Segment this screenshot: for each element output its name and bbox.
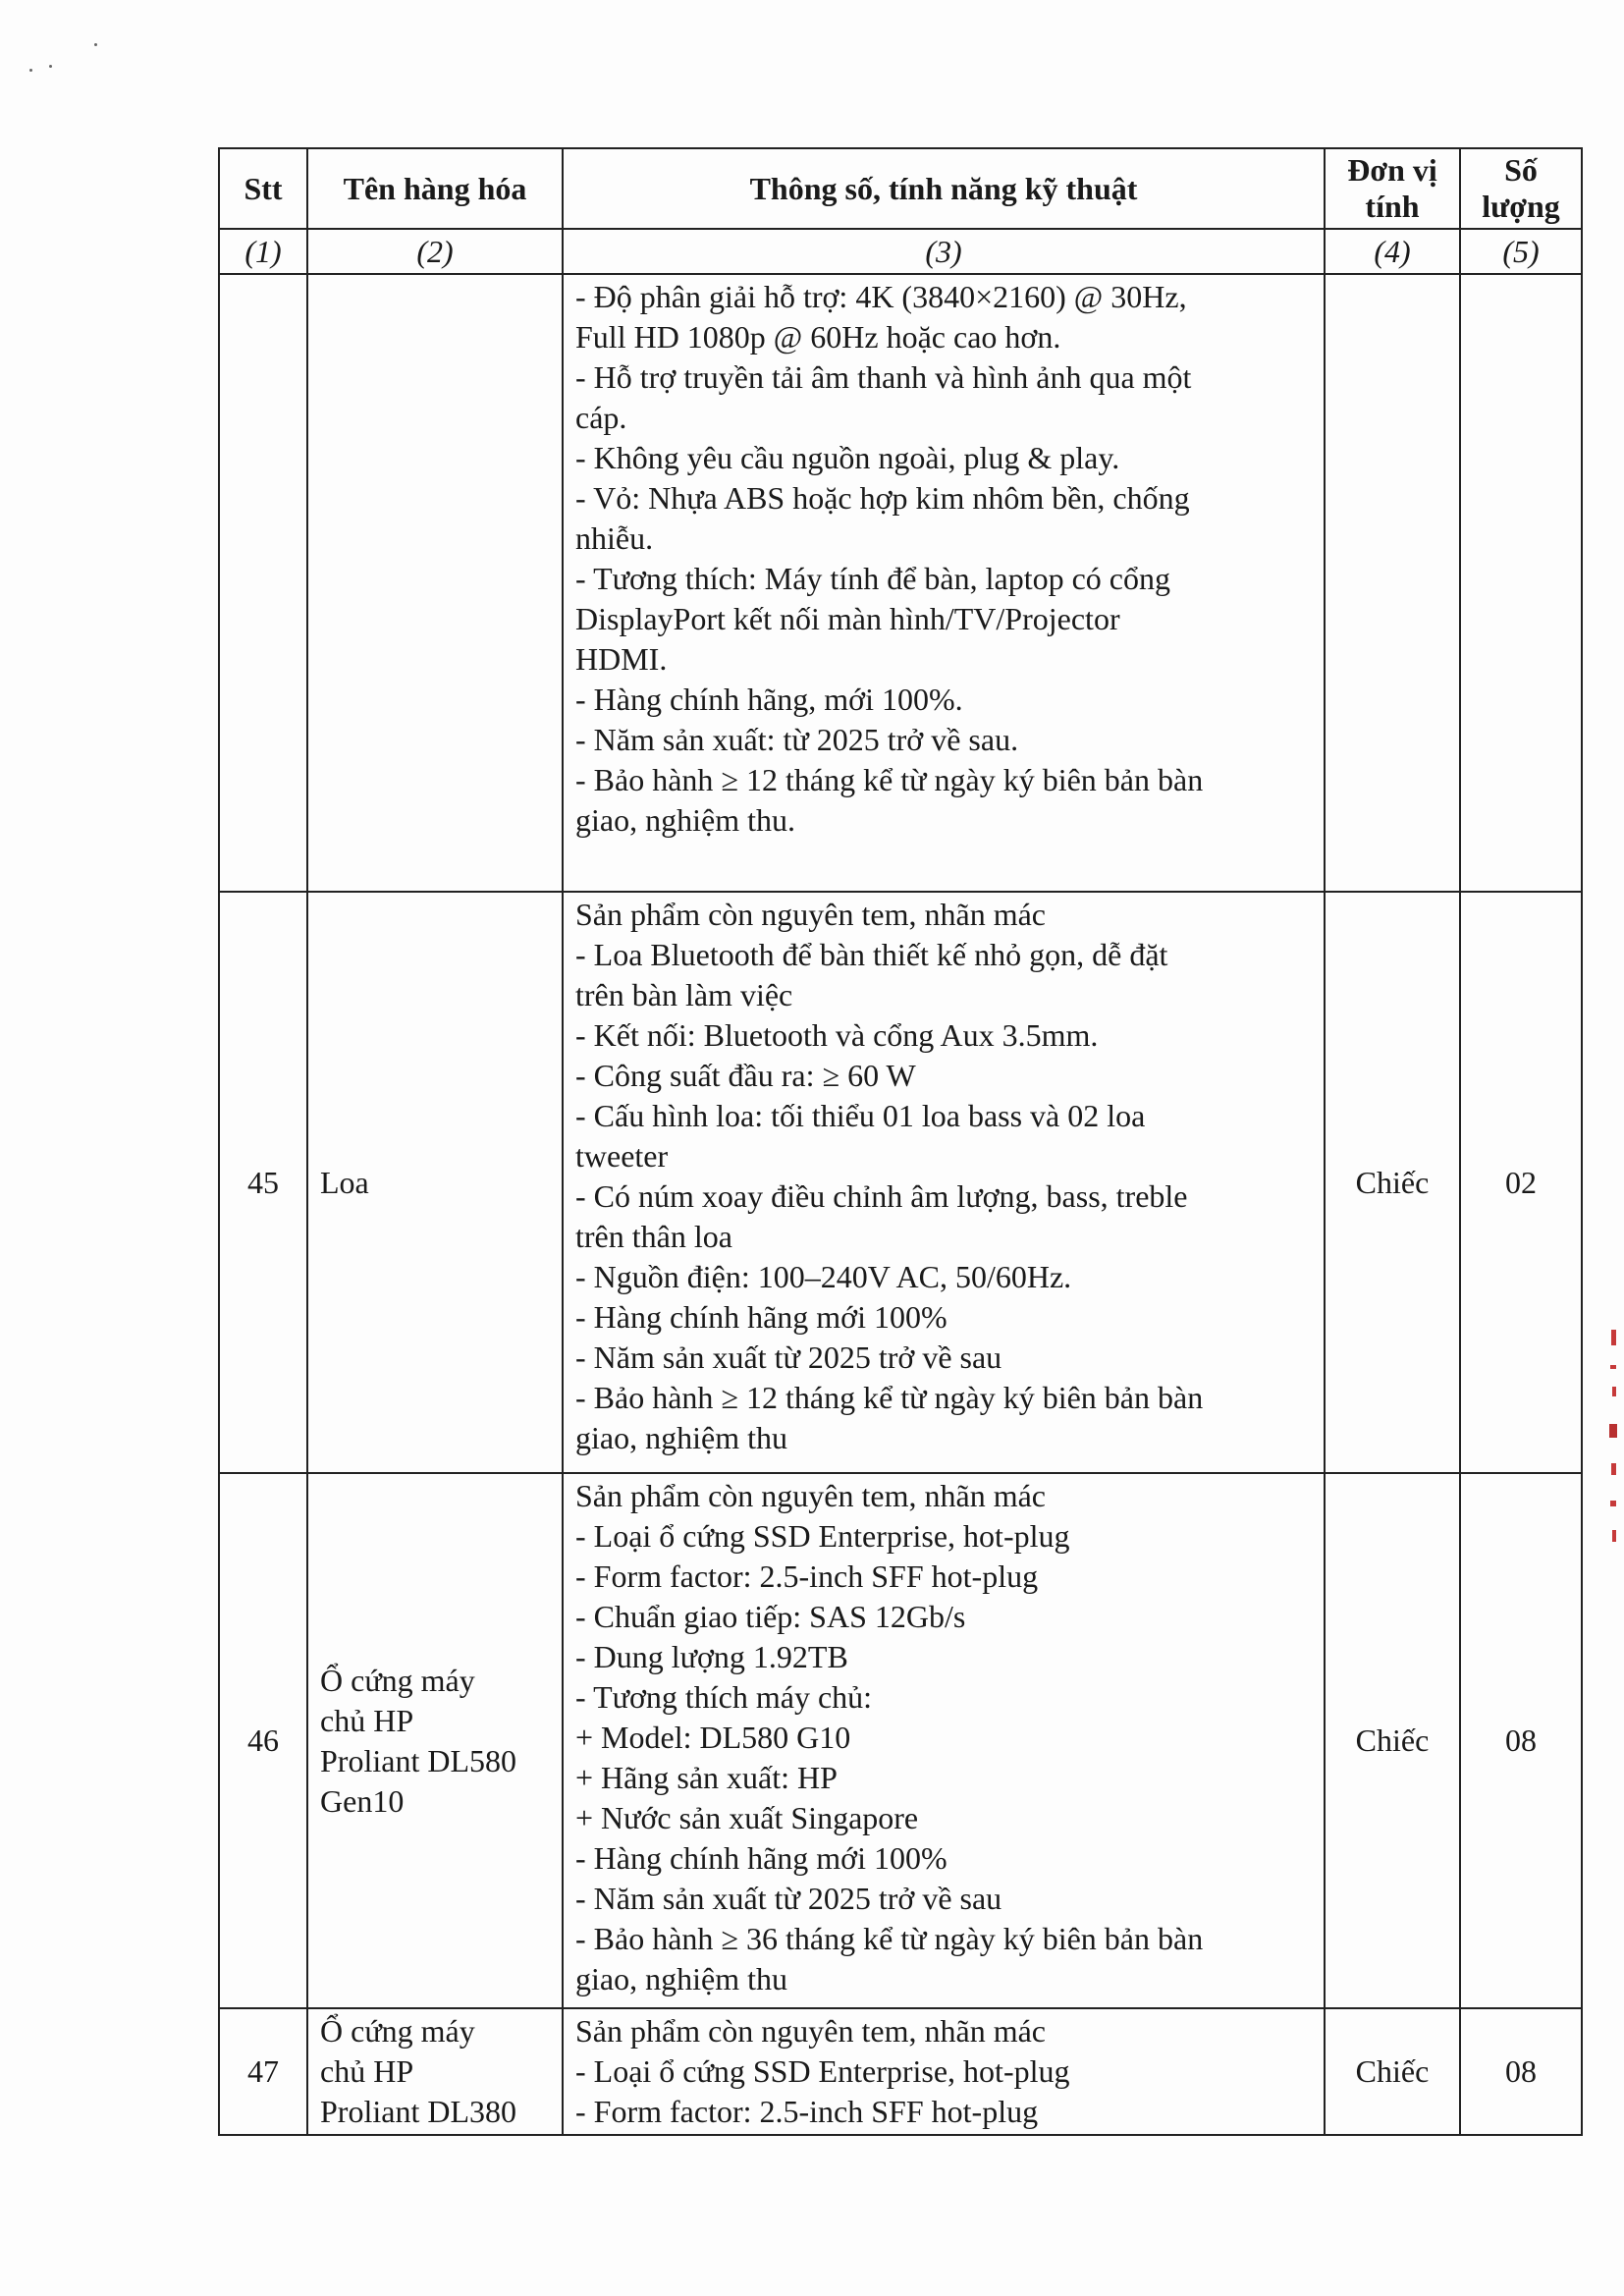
- qty-cell: [1460, 274, 1582, 892]
- spec-cell: [563, 892, 1325, 1473]
- scan-speck: [49, 65, 52, 68]
- spec-line: Full HD 1080p @ 60Hz hoặc cao hơn.: [575, 319, 1061, 355]
- spec-line: giao, nghiệm thu.: [575, 802, 795, 838]
- name-line: chủ HP: [320, 2053, 414, 2089]
- name-cell: [307, 2008, 563, 2135]
- spec-line: - Độ phân giải hỗ trợ: 4K (3840×2160) @ 30Hz,: [575, 279, 1187, 314]
- header-qty: [1460, 148, 1582, 229]
- name-line: Proliant DL380: [320, 2094, 516, 2129]
- spec-line: - Loại ổ cứng SSD Enterprise, hot-plug: [575, 2053, 1070, 2089]
- table-row: [219, 892, 1582, 1473]
- spec-line: - Không yêu cầu nguồn ngoài, plug & play.: [575, 440, 1120, 475]
- header-qty-line1: Số: [1504, 152, 1538, 188]
- column-number-row: [219, 229, 1582, 274]
- spec-line: - Năm sản xuất từ 2025 trở về sau: [575, 1881, 1002, 1916]
- spec-line: + Model: DL580 G10: [575, 1720, 851, 1755]
- name-line: Ổ cứng máy: [320, 2013, 475, 2049]
- spec-line: Sản phẩm còn nguyên tem, nhãn mác: [575, 2013, 1046, 2049]
- spec-line: trên thân loa: [575, 1219, 732, 1254]
- header-unit-line2: tính: [1365, 189, 1420, 224]
- header-unit-line1: Đơn vị: [1347, 152, 1437, 188]
- spec-line: - Hàng chính hãng mới 100%: [575, 1299, 947, 1335]
- spec-line: tweeter: [575, 1138, 669, 1174]
- spec-line: giao, nghiệm thu: [575, 1420, 787, 1455]
- spec-cell: [563, 2008, 1325, 2135]
- red-stamp-edge-marks: [1608, 1326, 1620, 1552]
- unit-cell: Chiếc: [1325, 892, 1460, 1473]
- spec-line: - Tương thích: Máy tính để bàn, laptop có cổng: [575, 561, 1170, 596]
- spec-line: - Nguồn điện: 100–240V AC, 50/60Hz.: [575, 1259, 1072, 1294]
- column-number: (4): [1325, 229, 1460, 274]
- spec-line: nhiễu.: [575, 520, 654, 556]
- name-cell: [307, 1473, 563, 2008]
- spec-line: - Chuẩn giao tiếp: SAS 12Gb/s: [575, 1599, 966, 1634]
- name-cell: [307, 274, 563, 892]
- spec-line: - Form factor: 2.5-inch SFF hot-plug: [575, 2094, 1039, 2129]
- equipment-spec-table: [218, 147, 1583, 2136]
- spec-line: Sản phẩm còn nguyên tem, nhãn mác: [575, 1478, 1046, 1513]
- spec-line: - Loại ổ cứng SSD Enterprise, hot-plug: [575, 1518, 1070, 1554]
- spec-line: - Kết nối: Bluetooth và cổng Aux 3.5mm.: [575, 1017, 1099, 1053]
- spec-line: - Năm sản xuất: từ 2025 trở về sau.: [575, 722, 1019, 757]
- spec-line: - Năm sản xuất từ 2025 trở về sau: [575, 1339, 1002, 1375]
- scan-speck: [29, 69, 32, 72]
- name-cell: [307, 892, 563, 1473]
- unit-cell: Chiếc: [1325, 1473, 1460, 2008]
- spec-line: - Vỏ: Nhựa ABS hoặc hợp kim nhôm bền, chống: [575, 480, 1190, 516]
- unit-cell: [1325, 274, 1460, 892]
- header-stt: Stt: [219, 148, 307, 229]
- spec-line: trên bàn làm việc: [575, 977, 793, 1012]
- table-row: [219, 2008, 1582, 2135]
- spec-line: - Cấu hình loa: tối thiểu 01 loa bass và 02 loa: [575, 1098, 1146, 1133]
- column-number: (5): [1460, 229, 1582, 274]
- spec-line: - Loa Bluetooth để bàn thiết kế nhỏ gọn, dễ đặt: [575, 937, 1168, 972]
- column-number: (3): [563, 229, 1325, 274]
- spec-line: HDMI.: [575, 641, 668, 677]
- stt-cell: [219, 274, 307, 892]
- spec-line: - Hàng chính hãng, mới 100%.: [575, 682, 963, 717]
- table-row: [219, 1473, 1582, 2008]
- spec-line: cáp.: [575, 400, 627, 435]
- spec-line: - Bảo hành ≥ 12 tháng kể từ ngày ký biên bản bàn: [575, 762, 1204, 797]
- header-row: [219, 148, 1582, 229]
- qty-cell: 02: [1460, 892, 1582, 1473]
- unit-cell: Chiếc: [1325, 2008, 1460, 2135]
- header-qty-line2: lượng: [1482, 189, 1560, 224]
- stt-cell: 45: [219, 892, 307, 1473]
- scan-speck: [94, 43, 97, 46]
- spec-line: - Công suất đầu ra: ≥ 60 W: [575, 1058, 916, 1093]
- spec-line: + Hãng sản xuất: HP: [575, 1760, 838, 1795]
- header-spec: Thông số, tính năng kỹ thuật: [563, 148, 1325, 229]
- name-line: Ổ cứng máy: [320, 1662, 475, 1698]
- header-name: Tên hàng hóa: [307, 148, 563, 229]
- name-line: chủ HP: [320, 1702, 414, 1738]
- column-number: (2): [307, 229, 563, 274]
- header-unit: [1325, 148, 1460, 229]
- spec-cell: [563, 1473, 1325, 2008]
- table-row-continued: [219, 274, 1582, 892]
- stt-cell: 46: [219, 1473, 307, 2008]
- spec-line: - Có núm xoay điều chỉnh âm lượng, bass, treble: [575, 1178, 1188, 1214]
- spec-line: - Bảo hành ≥ 36 tháng kể từ ngày ký biên bản bàn: [575, 1921, 1204, 1956]
- spec-line: - Tương thích máy chủ:: [575, 1679, 873, 1715]
- spec-line: - Hàng chính hãng mới 100%: [575, 1840, 947, 1876]
- name-line: Gen10: [320, 1782, 405, 1819]
- spec-line: Sản phẩm còn nguyên tem, nhãn mác: [575, 897, 1046, 932]
- spec-line: DisplayPort kết nối màn hình/TV/Projector: [575, 601, 1120, 636]
- spec-line: - Dung lượng 1.92TB: [575, 1639, 848, 1674]
- name-line: Proliant DL580: [320, 1742, 516, 1778]
- stt-cell: 47: [219, 2008, 307, 2135]
- spec-cell: [563, 274, 1325, 892]
- spec-line: - Bảo hành ≥ 12 tháng kể từ ngày ký biên bản bàn: [575, 1380, 1204, 1415]
- spec-line: giao, nghiệm thu: [575, 1961, 787, 1996]
- column-number: (1): [219, 229, 307, 274]
- spec-line: + Nước sản xuất Singapore: [575, 1800, 919, 1835]
- qty-cell: 08: [1460, 1473, 1582, 2008]
- name-line: Loa: [320, 1164, 369, 1200]
- qty-cell: 08: [1460, 2008, 1582, 2135]
- spec-line: - Hỗ trợ truyền tải âm thanh và hình ảnh qua một: [575, 359, 1192, 395]
- spec-line: - Form factor: 2.5-inch SFF hot-plug: [575, 1558, 1039, 1594]
